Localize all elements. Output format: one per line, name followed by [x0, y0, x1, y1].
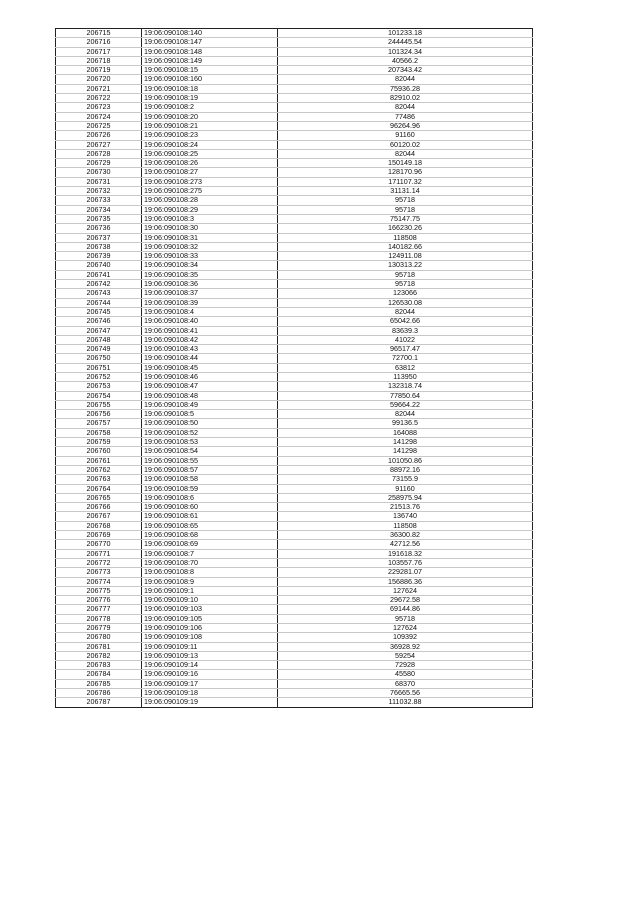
table-row [56, 289, 533, 298]
value-cell: 124911.08 [278, 252, 533, 261]
record-number-cell: 206717 [56, 47, 142, 56]
cadastral-number-cell: 19:06:090108:49 [142, 400, 278, 409]
cadastral-number-cell: 19:06:090108:41 [142, 326, 278, 335]
record-number-cell: 206722 [56, 94, 142, 103]
value-cell: 82044 [278, 103, 533, 112]
table-row [56, 307, 533, 316]
value-cell: 130313.22 [278, 261, 533, 270]
cadastral-number-cell: 19:06:090108:32 [142, 242, 278, 251]
cadastral-number-cell: 19:06:090108:275 [142, 187, 278, 196]
table-row [56, 168, 533, 177]
table-row [56, 661, 533, 670]
table-row [56, 335, 533, 344]
value-cell: 29672.58 [278, 596, 533, 605]
cadastral-number-cell: 19:06:090108:53 [142, 438, 278, 447]
record-number-cell: 206770 [56, 540, 142, 549]
record-number-cell: 206741 [56, 270, 142, 279]
value-cell: 156886.36 [278, 577, 533, 586]
record-number-cell: 206775 [56, 586, 142, 595]
value-cell: 42712.56 [278, 540, 533, 549]
record-number-cell: 206743 [56, 289, 142, 298]
record-number-cell: 206772 [56, 558, 142, 567]
table-row [56, 131, 533, 140]
table-row [56, 233, 533, 242]
cadastral-number-cell: 19:06:090108:7 [142, 549, 278, 558]
cadastral-number-cell: 19:06:090108:6 [142, 493, 278, 502]
value-cell: 36300.82 [278, 531, 533, 540]
table-row [56, 196, 533, 205]
value-cell: 36928.92 [278, 642, 533, 651]
value-cell: 76665.56 [278, 689, 533, 698]
value-cell: 69144.86 [278, 605, 533, 614]
table-row [56, 670, 533, 679]
table-row [56, 549, 533, 558]
cadastral-number-cell: 19:06:090108:60 [142, 503, 278, 512]
value-cell: 207343.42 [278, 66, 533, 75]
cadastral-number-cell: 19:06:090108:57 [142, 465, 278, 474]
table-row [56, 642, 533, 651]
cadastral-number-cell: 19:06:090109:14 [142, 661, 278, 670]
record-number-cell: 206769 [56, 531, 142, 540]
record-number-cell: 206759 [56, 438, 142, 447]
record-number-cell: 206733 [56, 196, 142, 205]
cadastral-number-cell: 19:06:090109:106 [142, 624, 278, 633]
value-cell: 109392 [278, 633, 533, 642]
cadastral-number-cell: 19:06:090109:11 [142, 642, 278, 651]
value-cell: 166230.26 [278, 224, 533, 233]
record-number-cell: 206735 [56, 214, 142, 223]
cadastral-number-cell: 19:06:090108:18 [142, 84, 278, 93]
cadastral-number-cell: 19:06:090109:13 [142, 651, 278, 660]
record-number-cell: 206781 [56, 642, 142, 651]
cadastral-number-cell: 19:06:090108:58 [142, 475, 278, 484]
cadastral-number-cell: 19:06:090108:160 [142, 75, 278, 84]
record-number-cell: 206746 [56, 317, 142, 326]
table-row [56, 205, 533, 214]
record-number-cell: 206737 [56, 233, 142, 242]
record-number-cell: 206724 [56, 112, 142, 121]
value-cell: 103557.76 [278, 558, 533, 567]
record-number-cell: 206738 [56, 242, 142, 251]
value-cell: 91160 [278, 131, 533, 140]
cadastral-number-cell: 19:06:090108:36 [142, 280, 278, 289]
value-cell: 91160 [278, 484, 533, 493]
cadastral-number-cell: 19:06:090108:45 [142, 363, 278, 372]
record-number-cell: 206758 [56, 428, 142, 437]
record-number-cell: 206767 [56, 512, 142, 521]
cadastral-number-cell: 19:06:090109:19 [142, 698, 278, 707]
record-number-cell: 206731 [56, 177, 142, 186]
record-number-cell: 206764 [56, 484, 142, 493]
value-cell: 127624 [278, 586, 533, 595]
cadastral-number-cell: 19:06:090108:29 [142, 205, 278, 214]
value-cell: 136740 [278, 512, 533, 521]
value-cell: 63812 [278, 363, 533, 372]
table-row [56, 596, 533, 605]
table-row [56, 345, 533, 354]
table-row [56, 428, 533, 437]
cadastral-number-cell: 19:06:090108:70 [142, 558, 278, 567]
table-row [56, 261, 533, 270]
record-number-cell: 206719 [56, 66, 142, 75]
cadastral-number-cell: 19:06:090108:34 [142, 261, 278, 270]
value-cell: 45580 [278, 670, 533, 679]
value-cell: 72700.1 [278, 354, 533, 363]
value-cell: 82044 [278, 75, 533, 84]
value-cell: 75147.75 [278, 214, 533, 223]
record-number-cell: 206762 [56, 465, 142, 474]
value-cell: 127624 [278, 624, 533, 633]
table-row [56, 149, 533, 158]
table-row [56, 326, 533, 335]
table-row [56, 614, 533, 623]
table-row [56, 112, 533, 121]
table-row [56, 270, 533, 279]
table-row [56, 280, 533, 289]
record-number-cell: 206755 [56, 400, 142, 409]
cadastral-number-cell: 19:06:090108:48 [142, 391, 278, 400]
cadastral-number-cell: 19:06:090109:18 [142, 689, 278, 698]
cadastral-number-cell: 19:06:090108:148 [142, 47, 278, 56]
table-row [56, 419, 533, 428]
value-cell: 88972.16 [278, 465, 533, 474]
value-cell: 82044 [278, 307, 533, 316]
record-number-cell: 206779 [56, 624, 142, 633]
record-number-cell: 206757 [56, 419, 142, 428]
value-cell: 95718 [278, 280, 533, 289]
table-row [56, 159, 533, 168]
value-cell: 75936.28 [278, 84, 533, 93]
cadastral-number-cell: 19:06:090108:44 [142, 354, 278, 363]
table-row [56, 633, 533, 642]
cadastral-number-cell: 19:06:090108:4 [142, 307, 278, 316]
cadastral-number-cell: 19:06:090109:105 [142, 614, 278, 623]
value-cell: 96264.96 [278, 121, 533, 130]
value-cell: 118508 [278, 521, 533, 530]
value-cell: 101050.86 [278, 456, 533, 465]
record-number-cell: 206763 [56, 475, 142, 484]
value-cell: 113950 [278, 372, 533, 381]
cadastral-number-cell: 19:06:090108:33 [142, 252, 278, 261]
record-number-cell: 206736 [56, 224, 142, 233]
record-number-cell: 206727 [56, 140, 142, 149]
record-number-cell: 206723 [56, 103, 142, 112]
table-row [56, 456, 533, 465]
table-row [56, 121, 533, 130]
record-number-cell: 206716 [56, 38, 142, 47]
cadastral-number-cell: 19:06:090108:35 [142, 270, 278, 279]
cadastral-number-cell: 19:06:090108:52 [142, 428, 278, 437]
value-cell: 141298 [278, 447, 533, 456]
record-number-cell: 206787 [56, 698, 142, 707]
table-row [56, 577, 533, 586]
table-row [56, 438, 533, 447]
cadastral-number-cell: 19:06:090109:10 [142, 596, 278, 605]
record-number-cell: 206744 [56, 298, 142, 307]
value-cell: 59254 [278, 651, 533, 660]
record-number-cell: 206756 [56, 410, 142, 419]
records-table [55, 28, 533, 708]
table-row [56, 363, 533, 372]
table-row [56, 103, 533, 112]
table-row [56, 410, 533, 419]
cadastral-number-cell: 19:06:090108:50 [142, 419, 278, 428]
table-row [56, 651, 533, 660]
cadastral-number-cell: 19:06:090108:55 [142, 456, 278, 465]
cadastral-number-cell: 19:06:090108:24 [142, 140, 278, 149]
value-cell: 95718 [278, 270, 533, 279]
table-row [56, 38, 533, 47]
table-row [56, 512, 533, 521]
value-cell: 140182.66 [278, 242, 533, 251]
table-row [56, 698, 533, 707]
value-cell: 82044 [278, 410, 533, 419]
table-row [56, 558, 533, 567]
record-number-cell: 206753 [56, 382, 142, 391]
value-cell: 101324.34 [278, 47, 533, 56]
cadastral-number-cell: 19:06:090108:8 [142, 568, 278, 577]
table-row [56, 531, 533, 540]
table-row [56, 177, 533, 186]
record-number-cell: 206748 [56, 335, 142, 344]
value-cell: 60120.02 [278, 140, 533, 149]
value-cell: 164088 [278, 428, 533, 437]
cadastral-number-cell: 19:06:090108:21 [142, 121, 278, 130]
value-cell: 123066 [278, 289, 533, 298]
value-cell: 126530.08 [278, 298, 533, 307]
record-number-cell: 206754 [56, 391, 142, 400]
value-cell: 101233.18 [278, 29, 533, 38]
value-cell: 72928 [278, 661, 533, 670]
records-table-body [56, 29, 533, 708]
cadastral-number-cell: 19:06:090108:30 [142, 224, 278, 233]
cadastral-number-cell: 19:06:090108:9 [142, 577, 278, 586]
cadastral-number-cell: 19:06:090108:23 [142, 131, 278, 140]
value-cell: 132318.74 [278, 382, 533, 391]
record-number-cell: 206726 [56, 131, 142, 140]
value-cell: 41022 [278, 335, 533, 344]
cadastral-number-cell: 19:06:090108:54 [142, 447, 278, 456]
table-row [56, 140, 533, 149]
record-number-cell: 206742 [56, 280, 142, 289]
record-number-cell: 206761 [56, 456, 142, 465]
record-number-cell: 206776 [56, 596, 142, 605]
record-number-cell: 206774 [56, 577, 142, 586]
table-row [56, 372, 533, 381]
record-number-cell: 206782 [56, 651, 142, 660]
record-number-cell: 206728 [56, 149, 142, 158]
value-cell: 82910.02 [278, 94, 533, 103]
record-number-cell: 206749 [56, 345, 142, 354]
table-row [56, 447, 533, 456]
cadastral-number-cell: 19:06:090108:42 [142, 335, 278, 344]
cadastral-number-cell: 19:06:090108:28 [142, 196, 278, 205]
value-cell: 77486 [278, 112, 533, 121]
cadastral-number-cell: 19:06:090108:140 [142, 29, 278, 38]
record-number-cell: 206734 [56, 205, 142, 214]
cadastral-number-cell: 19:06:090108:43 [142, 345, 278, 354]
value-cell: 258975.94 [278, 493, 533, 502]
cadastral-number-cell: 19:06:090109:103 [142, 605, 278, 614]
record-number-cell: 206732 [56, 187, 142, 196]
cadastral-number-cell: 19:06:090109:17 [142, 679, 278, 688]
value-cell: 21513.76 [278, 503, 533, 512]
value-cell: 77850.64 [278, 391, 533, 400]
record-number-cell: 206780 [56, 633, 142, 642]
record-number-cell: 206740 [56, 261, 142, 270]
table-row [56, 214, 533, 223]
table-row [56, 252, 533, 261]
value-cell: 68370 [278, 679, 533, 688]
cadastral-number-cell: 19:06:090108:20 [142, 112, 278, 121]
table-row [56, 465, 533, 474]
cadastral-number-cell: 19:06:090108:61 [142, 512, 278, 521]
record-number-cell: 206715 [56, 29, 142, 38]
value-cell: 118508 [278, 233, 533, 242]
record-number-cell: 206765 [56, 493, 142, 502]
table-row [56, 66, 533, 75]
table-row [56, 484, 533, 493]
table-row [56, 679, 533, 688]
table-row [56, 75, 533, 84]
table-row [56, 317, 533, 326]
cadastral-number-cell: 19:06:090108:15 [142, 66, 278, 75]
cadastral-number-cell: 19:06:090108:26 [142, 159, 278, 168]
table-row [56, 242, 533, 251]
value-cell: 82044 [278, 149, 533, 158]
table-row [56, 624, 533, 633]
record-number-cell: 206747 [56, 326, 142, 335]
value-cell: 191618.32 [278, 549, 533, 558]
record-number-cell: 206783 [56, 661, 142, 670]
table-row [56, 586, 533, 595]
value-cell: 141298 [278, 438, 533, 447]
record-number-cell: 206720 [56, 75, 142, 84]
value-cell: 128170.96 [278, 168, 533, 177]
record-number-cell: 206777 [56, 605, 142, 614]
value-cell: 95718 [278, 614, 533, 623]
table-row [56, 400, 533, 409]
record-number-cell: 206786 [56, 689, 142, 698]
record-number-cell: 206760 [56, 447, 142, 456]
record-number-cell: 206785 [56, 679, 142, 688]
record-number-cell: 206725 [56, 121, 142, 130]
value-cell: 111032.88 [278, 698, 533, 707]
record-number-cell: 206729 [56, 159, 142, 168]
value-cell: 99136.5 [278, 419, 533, 428]
cadastral-number-cell: 19:06:090108:39 [142, 298, 278, 307]
cadastral-number-cell: 19:06:090109:1 [142, 586, 278, 595]
cadastral-number-cell: 19:06:090108:68 [142, 531, 278, 540]
cadastral-number-cell: 19:06:090108:27 [142, 168, 278, 177]
table-row [56, 540, 533, 549]
cadastral-number-cell: 19:06:090108:25 [142, 149, 278, 158]
value-cell: 150149.18 [278, 159, 533, 168]
record-number-cell: 206752 [56, 372, 142, 381]
record-number-cell: 206773 [56, 568, 142, 577]
record-number-cell: 206766 [56, 503, 142, 512]
cadastral-number-cell: 19:06:090108:46 [142, 372, 278, 381]
value-cell: 73155.9 [278, 475, 533, 484]
table-row [56, 187, 533, 196]
cadastral-number-cell: 19:06:090108:47 [142, 382, 278, 391]
value-cell: 95718 [278, 205, 533, 214]
cadastral-number-cell: 19:06:090108:59 [142, 484, 278, 493]
cadastral-number-cell: 19:06:090109:108 [142, 633, 278, 642]
table-row [56, 568, 533, 577]
table-row [56, 354, 533, 363]
record-number-cell: 206745 [56, 307, 142, 316]
record-number-cell: 206739 [56, 252, 142, 261]
record-number-cell: 206750 [56, 354, 142, 363]
table-row [56, 298, 533, 307]
table-row [56, 29, 533, 38]
cadastral-number-cell: 19:06:090108:2 [142, 103, 278, 112]
cadastral-number-cell: 19:06:090108:40 [142, 317, 278, 326]
cadastral-number-cell: 19:06:090109:16 [142, 670, 278, 679]
table-row [56, 94, 533, 103]
table-row [56, 224, 533, 233]
table-row [56, 47, 533, 56]
table-row [56, 605, 533, 614]
cadastral-number-cell: 19:06:090108:37 [142, 289, 278, 298]
record-number-cell: 206751 [56, 363, 142, 372]
record-number-cell: 206784 [56, 670, 142, 679]
record-number-cell: 206768 [56, 521, 142, 530]
cadastral-number-cell: 19:06:090108:5 [142, 410, 278, 419]
value-cell: 229281.07 [278, 568, 533, 577]
cadastral-number-cell: 19:06:090108:149 [142, 56, 278, 65]
record-number-cell: 206730 [56, 168, 142, 177]
table-row [56, 56, 533, 65]
value-cell: 171107.32 [278, 177, 533, 186]
cadastral-number-cell: 19:06:090108:31 [142, 233, 278, 242]
table-row [56, 391, 533, 400]
record-number-cell: 206721 [56, 84, 142, 93]
cadastral-number-cell: 19:06:090108:147 [142, 38, 278, 47]
value-cell: 59664.22 [278, 400, 533, 409]
record-number-cell: 206718 [56, 56, 142, 65]
table-row [56, 84, 533, 93]
value-cell: 96517.47 [278, 345, 533, 354]
value-cell: 95718 [278, 196, 533, 205]
value-cell: 83639.3 [278, 326, 533, 335]
table-row [56, 475, 533, 484]
cadastral-number-cell: 19:06:090108:69 [142, 540, 278, 549]
cadastral-number-cell: 19:06:090108:19 [142, 94, 278, 103]
value-cell: 244445.54 [278, 38, 533, 47]
value-cell: 40566.2 [278, 56, 533, 65]
value-cell: 31131.14 [278, 187, 533, 196]
value-cell: 65042.66 [278, 317, 533, 326]
table-row [56, 382, 533, 391]
record-number-cell: 206778 [56, 614, 142, 623]
cadastral-number-cell: 19:06:090108:65 [142, 521, 278, 530]
table-row [56, 689, 533, 698]
record-number-cell: 206771 [56, 549, 142, 558]
cadastral-number-cell: 19:06:090108:3 [142, 214, 278, 223]
table-row [56, 493, 533, 502]
table-row [56, 521, 533, 530]
table-row [56, 503, 533, 512]
cadastral-number-cell: 19:06:090108:273 [142, 177, 278, 186]
